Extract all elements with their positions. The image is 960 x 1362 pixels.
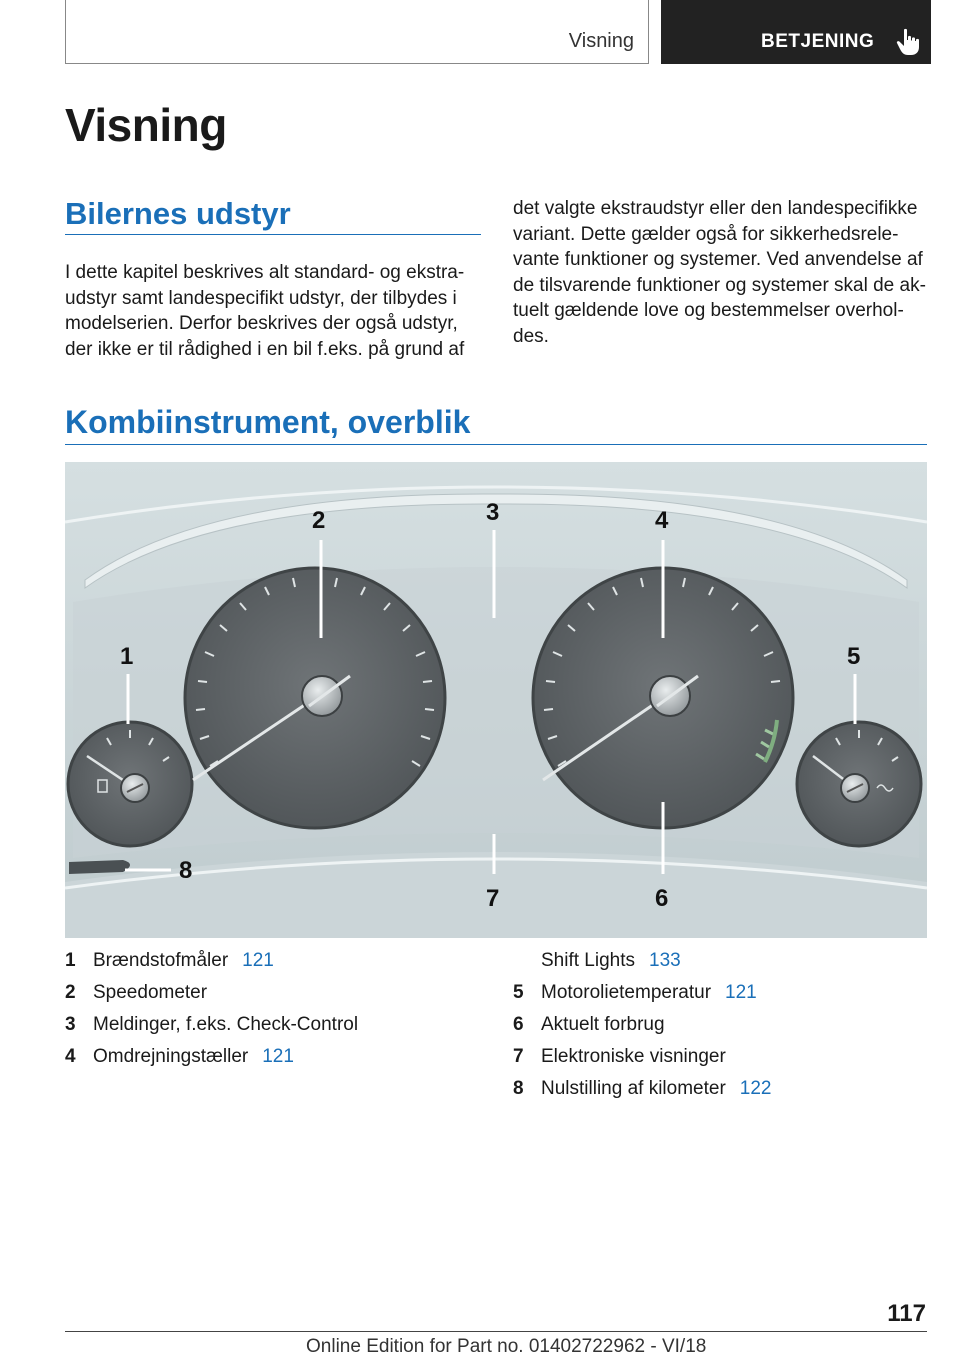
legend-label: Aktuelt forbrug (541, 1014, 665, 1035)
legend-label: Brændstofmåler (93, 950, 229, 971)
legend-number: 3 (65, 1014, 76, 1035)
legend-label: Omdrejningstæller (93, 1046, 249, 1067)
section-heading-kombi: Kombiinstrument, overblik (65, 404, 471, 440)
header-chapter-title: Visning (568, 30, 634, 52)
legend-label: Elektroniske visninger (541, 1046, 726, 1067)
page-number: 117 (887, 1300, 926, 1327)
page-title: Visning (65, 99, 227, 151)
callout-2: 2 (312, 507, 326, 534)
oil-temperature-gauge (797, 722, 921, 846)
legend-left (65, 950, 485, 1090)
page-reference-link[interactable]: 121 (725, 982, 757, 1003)
header-chapter-box (65, 0, 649, 64)
paragraph-right: det valgte ekstraudstyr eller den landespecifikke variant. Dette gælder også for sikkerhedsrele- vante funktioner og systemer. Ved anvendelse af de tilsvarende funktioner og systemer skal de ak- tuelt gældende love og bestemmelser overhol- des. (513, 198, 926, 347)
legend-label: Nulstilling af kilometer (541, 1078, 726, 1099)
callout-6: 6 (655, 885, 669, 912)
legend-label: Speedometer (93, 982, 208, 1003)
footer-rule (65, 1331, 927, 1332)
legend-number: 7 (513, 1046, 524, 1067)
callout-7: 7 (486, 885, 500, 912)
page-reference-link[interactable]: 133 (649, 950, 681, 971)
header-section-box (661, 0, 931, 64)
legend-number: 5 (513, 982, 524, 1003)
fuel-gauge (68, 722, 192, 846)
legend-label: Meldinger, f.eks. Check-Control (93, 1014, 359, 1035)
callout-3: 3 (486, 499, 500, 526)
paragraph-left: I dette kapitel beskrives alt standard- og ekstra- udstyr samt landespecifikt udstyr, der tilbydes i modelserien. Derfor beskrives der også udstyr, der ikke er til rådighed i en bil f.eks. på grund af (65, 262, 465, 360)
pointing-hand-icon (895, 28, 921, 56)
page-reference-link[interactable]: 121 (262, 1046, 294, 1067)
legend-number: 4 (65, 1046, 76, 1067)
legend-label: Motorolietemperatur (541, 982, 712, 1003)
legend-number: 6 (513, 1014, 524, 1035)
page-reference-link[interactable]: 122 (739, 1078, 772, 1099)
callout-5: 5 (847, 643, 861, 670)
callout-1: 1 (120, 643, 134, 670)
section-rule (65, 234, 481, 235)
callout-8: 8 (179, 857, 193, 884)
trip-reset-button-graphic (69, 860, 130, 874)
legend-number: 8 (513, 1078, 524, 1099)
footer-edition: Online Edition for Part no. 01402722962 - VI/18 (306, 1336, 707, 1357)
section-rule (65, 444, 927, 445)
callout-4: 4 (655, 507, 669, 534)
section-heading-bilernes: Bilernes udstyr (65, 196, 291, 231)
legend-number: 1 (65, 950, 76, 971)
speedometer-gauge (185, 568, 445, 828)
instrument-cluster-figure (65, 462, 927, 938)
page-reference-link[interactable]: 121 (242, 950, 274, 971)
legend-right (513, 950, 933, 1120)
legend-number: 2 (65, 982, 76, 1003)
header-section-title: BETJENING (761, 31, 875, 52)
legend-label: Shift Lights (541, 950, 635, 971)
